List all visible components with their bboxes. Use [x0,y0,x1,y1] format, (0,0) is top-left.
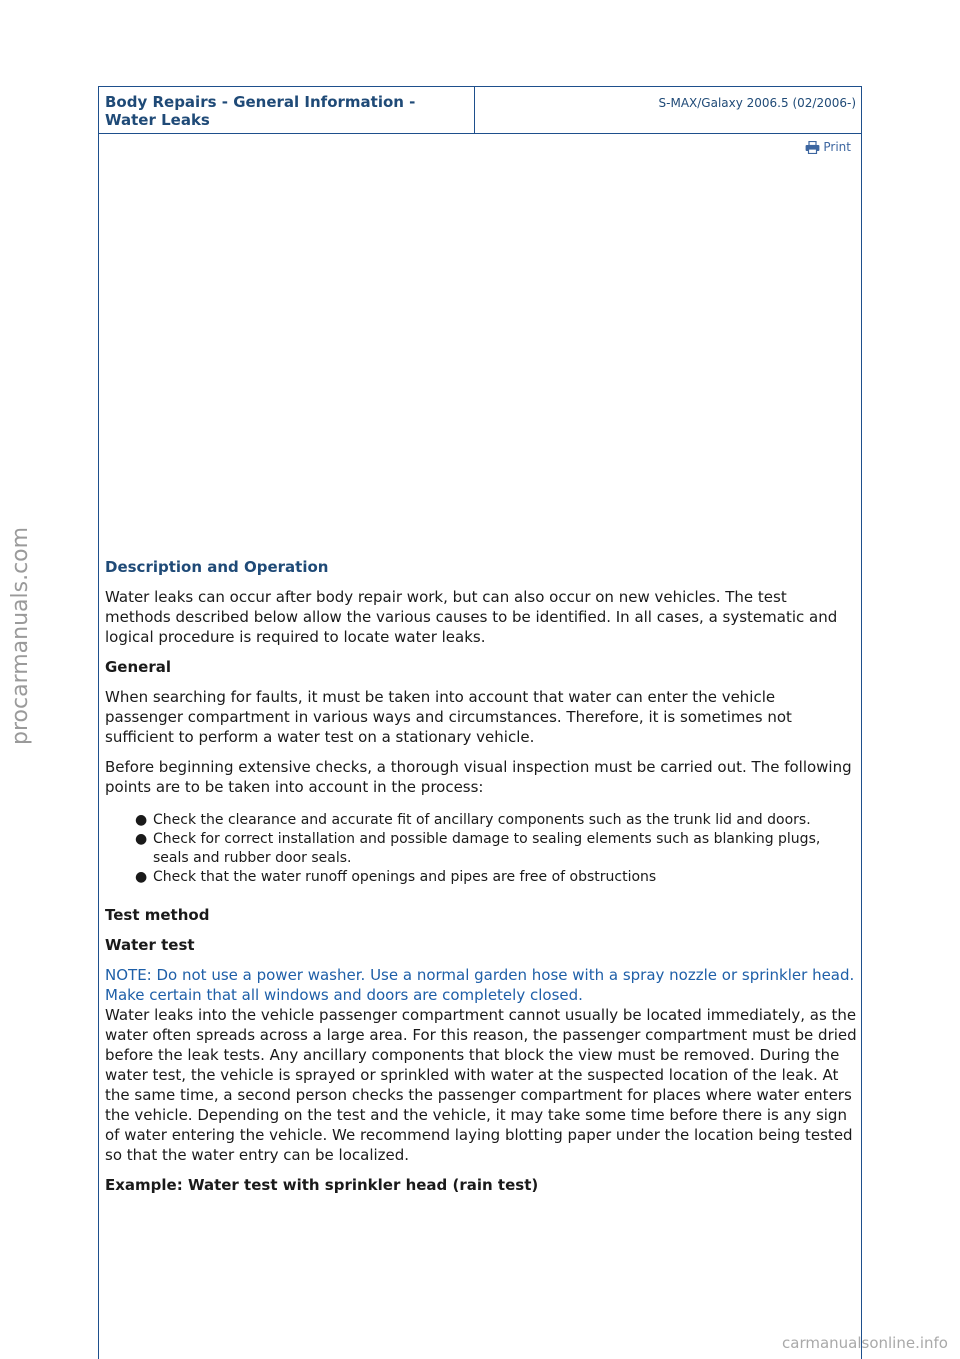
bullet-icon: ● [135,869,148,885]
bullet-icon: ● [135,831,148,847]
header-model: S-MAX/Galaxy 2006.5 (02/2006-) [658,96,856,110]
list-item [133,811,857,830]
list-item-text: Check the clearance and accurate fit of ancillary components such as the trunk lid and doors. [153,812,811,828]
bottom-watermark: carmanualsonline.info [782,1334,948,1352]
side-watermark-text: procarmanuals.com [8,526,33,745]
header-title-line1: Body Repairs - General Information - [105,93,416,111]
water-test-text: Water leaks into the vehicle passenger compartment cannot usually be located immediately, as the water often spreads across a large area. For this reason, the passenger compartment must be dried before the leak tests. Any ancillary components that block the view must be removed. During the water test, the vehicle is sprayed or sprinkled with water at the suspected location of the leak. At the same time, a second person checks the passenger compartment for places where water enters the vehicle. Depending on the test and the vehicle, it may take some time before there is any sign of water entering the vehicle. We recommend laying blotting paper under the location being tested so that the water entry can be localized. [105,1006,857,1164]
header-title-cell [99,87,475,133]
general-text-1: When searching for faults, it must be taken into account that water can enter the vehicle passenger compartment in various ways and circumstances. Therefore, it is sometimes not sufficient to perform a water test on a stationary vehicle. [105,688,792,746]
header-title-line2: Water Leaks [105,111,210,129]
example-heading: Example: Water test with sprinkler head (rain test) [105,1176,539,1194]
list-item-text: Check for correct installation and possible damage to sealing elements such as blanking plugs, seals and rubber door seals. [153,831,821,866]
list-item-text: Check that the water runoff openings and pipes are free of obstructions [153,869,657,885]
print-button[interactable] [805,140,851,154]
water-test-heading: Water test [105,936,195,954]
general-heading: General [105,658,171,676]
list-item [133,868,857,887]
description-heading: Description and Operation [105,558,329,576]
general-text-2: Before beginning extensive checks, a thorough visual inspection must be carried out. The following points are to be taken into account in the process: [105,758,852,796]
document-content [105,557,857,1205]
bullet-icon: ● [135,812,148,828]
document-header [99,87,861,134]
document-frame [98,86,862,1359]
check-list [133,811,857,887]
list-item [133,830,857,868]
note-text: NOTE: Do not use a power washer. Use a normal garden hose with a spray nozzle or sprinkler head. Make certain that all windows and doors are completely closed. [105,966,855,1004]
printer-icon [805,141,820,154]
print-row [99,134,861,156]
description-text: Water leaks can occur after body repair work, but can also occur on new vehicles. The test methods described below allow the various causes to be identified. In all cases, a systematic and logical procedure is required to locate water leaks. [105,588,838,646]
print-label: Print [823,140,851,154]
test-method-heading: Test method [105,906,210,924]
